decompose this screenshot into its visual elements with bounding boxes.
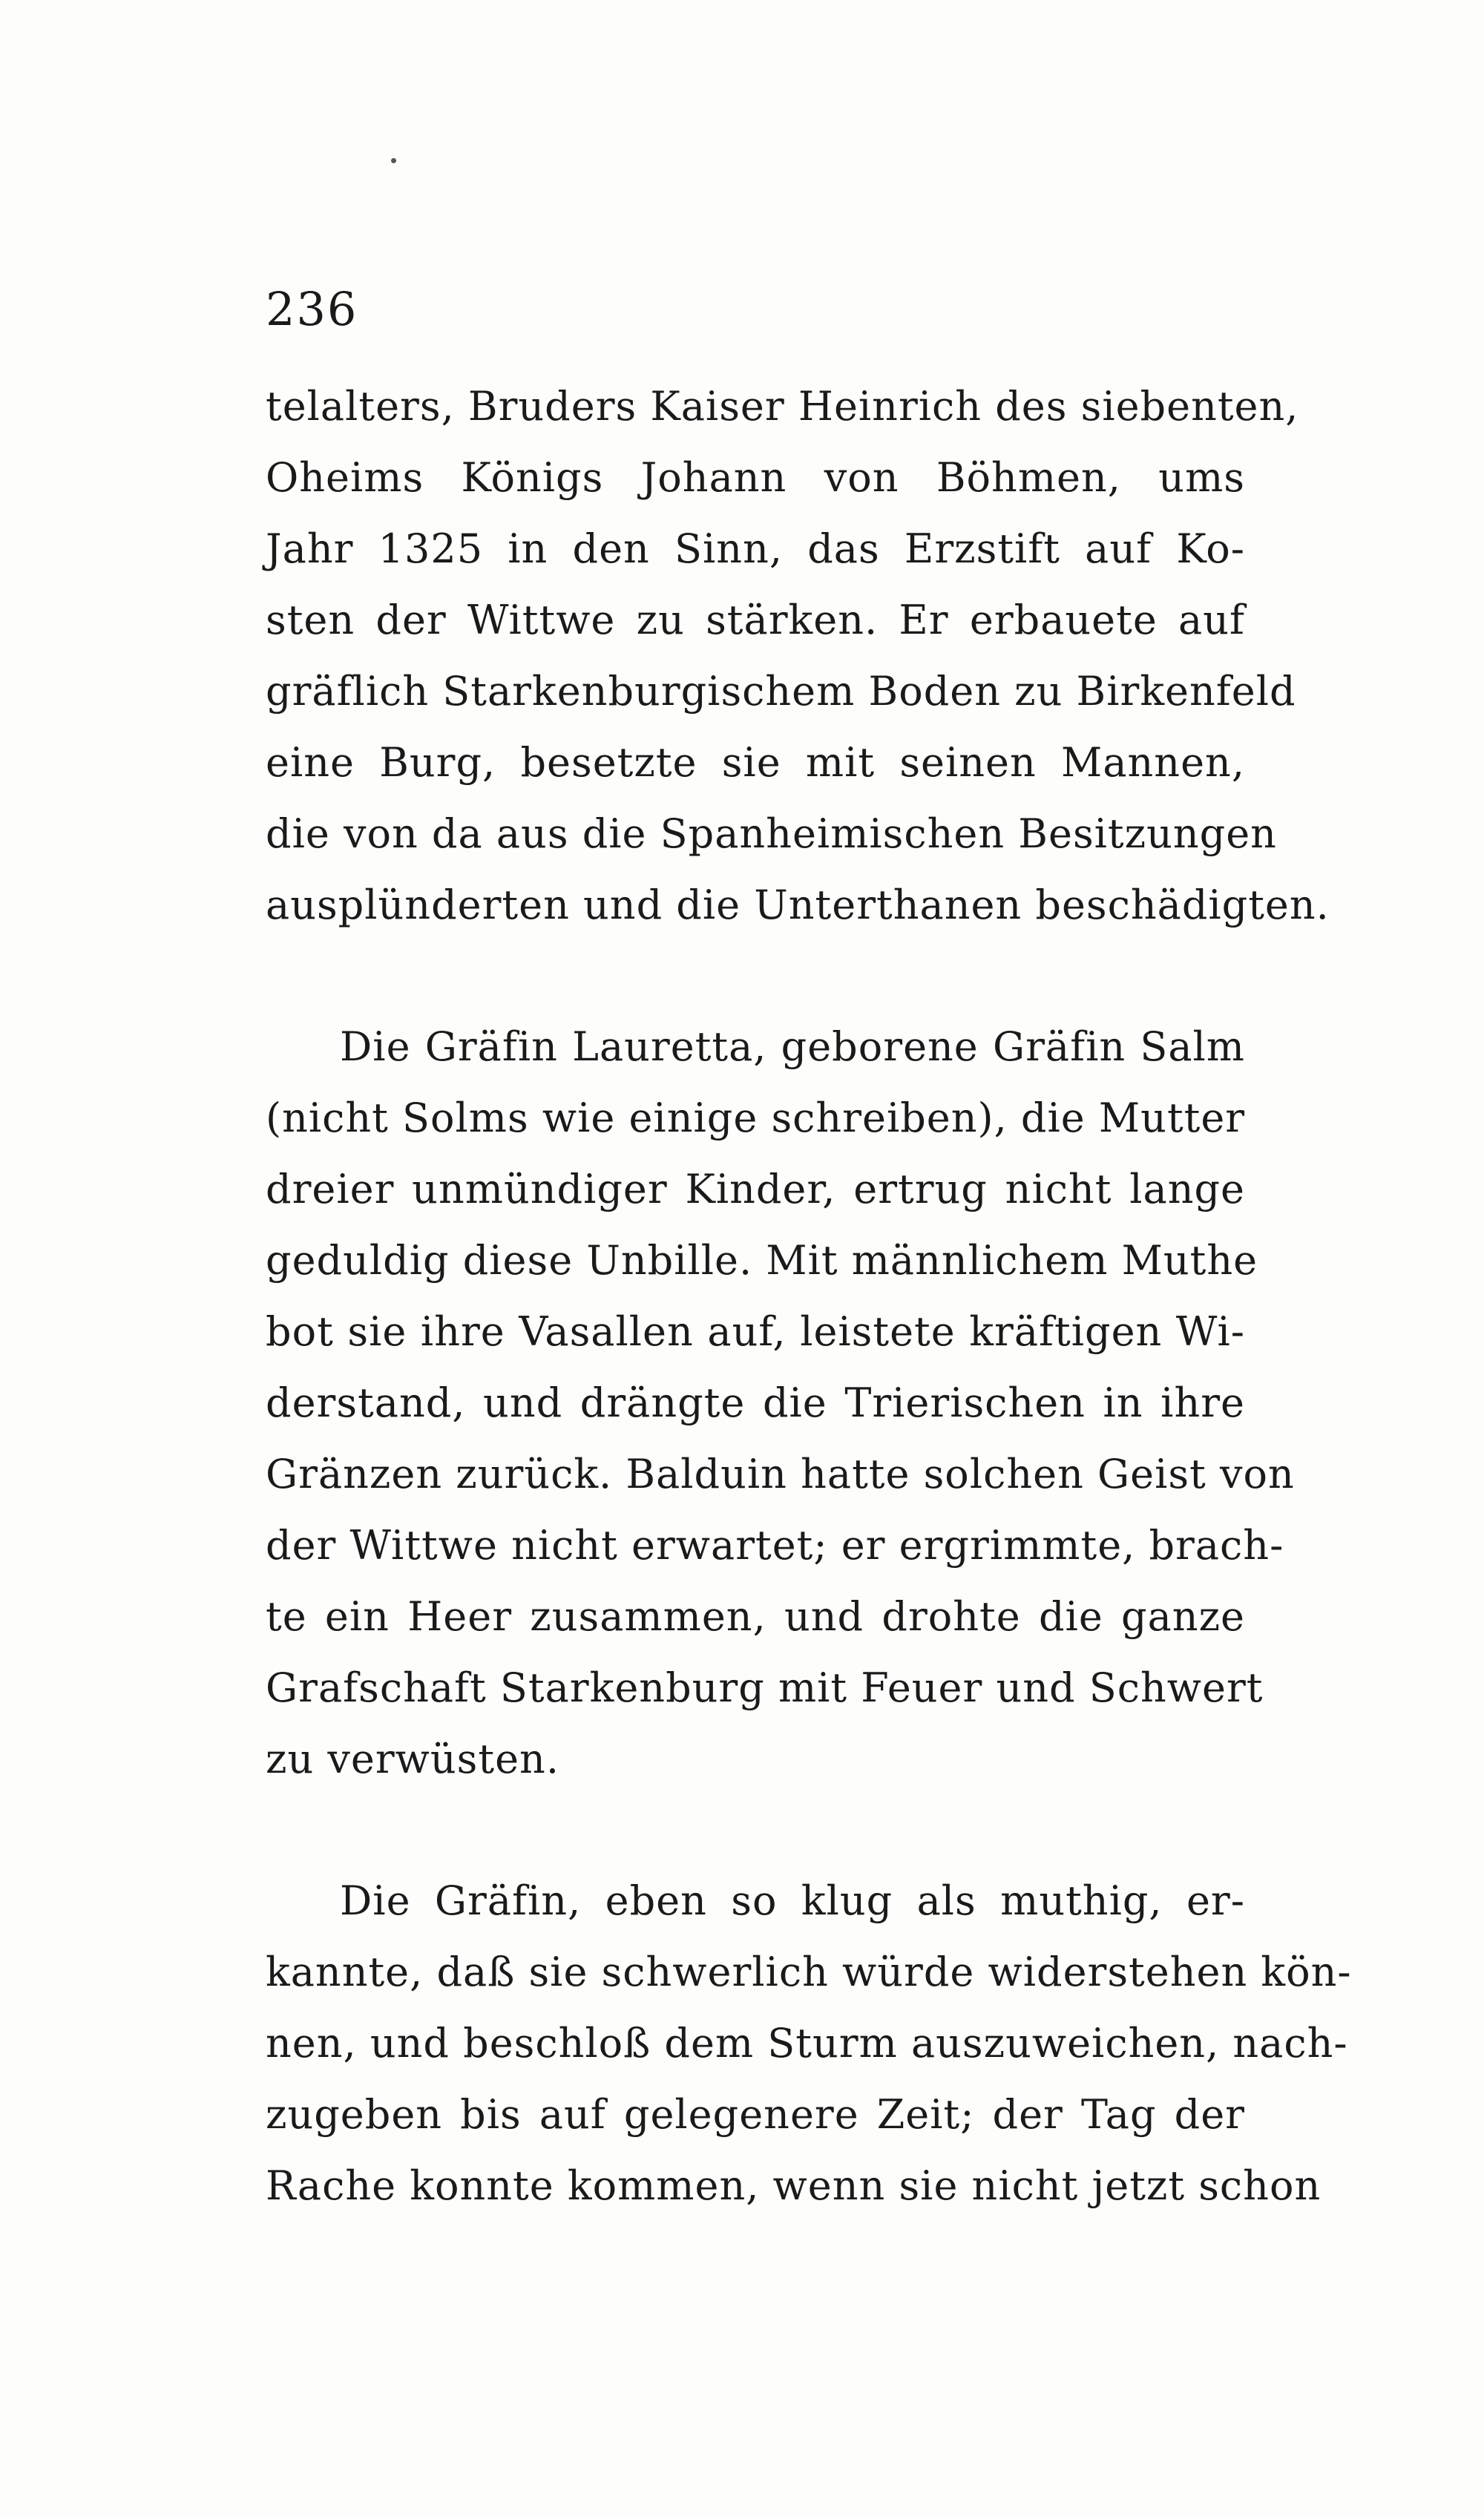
text-line: nen, und beschloß dem Sturm auszuweichen, nach- bbox=[266, 2020, 1348, 2067]
text-line: Die Gräfin Lauretta, geborene Gräfin Salm bbox=[340, 1023, 1245, 1070]
text-line: Oheims Königs Johann von Böhmen, ums bbox=[266, 454, 1245, 501]
text-line: Gränzen zurück. Balduin hatte solchen Geist von bbox=[266, 1451, 1295, 1497]
text-line: telalters, Bruders Kaiser Heinrich des siebenten, bbox=[266, 383, 1299, 430]
text-line: Jahr 1325 in den Sinn, das Erzstift auf Ko- bbox=[266, 525, 1245, 572]
text-line: (nicht Solms wie einige schreiben), die Mutter bbox=[266, 1095, 1246, 1141]
text-line: derstand, und drängte die Trierischen in ihre bbox=[266, 1379, 1245, 1426]
text-line: die von da aus die Spanheimischen Besitzungen bbox=[266, 810, 1277, 857]
text-line: te ein Heer zusammen, und drohte die ganze bbox=[266, 1593, 1245, 1640]
text-line: geduldig diese Unbille. Mit männlichem Muthe bbox=[266, 1237, 1258, 1284]
text-line: kannte, daß sie schwerlich würde widerstehen kön- bbox=[266, 1949, 1352, 1995]
paragraph bbox=[266, 371, 1330, 941]
text-line: dreier unmündiger Kinder, ertrug nicht lange bbox=[266, 1166, 1245, 1212]
ink-speck bbox=[391, 158, 396, 163]
text-line: der Wittwe nicht erwartet; er ergrimmte, brach- bbox=[266, 1522, 1284, 1569]
paragraph bbox=[266, 1011, 1295, 1795]
text-line: zu verwüsten. bbox=[266, 1736, 559, 1782]
text-line: bot sie ihre Vasallen auf, leistete kräftigen Wi- bbox=[266, 1308, 1245, 1355]
text-line: sten der Wittwe zu stärken. Er erbauete auf bbox=[266, 597, 1245, 643]
text-line: Grafschaft Starkenburg mit Feuer und Schwert bbox=[266, 1664, 1264, 1711]
text-line: zugeben bis auf gelegenere Zeit; der Tag der bbox=[266, 2091, 1245, 2138]
text-line: Rache konnte kommen, wenn sie nicht jetzt schon bbox=[266, 2162, 1322, 2209]
text-line: Die Gräfin, eben so klug als muthig, er- bbox=[340, 1877, 1245, 1924]
text-line: eine Burg, besetzte sie mit seinen Mannen, bbox=[266, 739, 1245, 786]
paragraph bbox=[266, 1865, 1352, 2222]
body-text bbox=[266, 371, 1352, 2222]
text-line: gräflich Starkenburgischem Boden zu Birkenfeld bbox=[266, 668, 1296, 715]
page-number: 236 bbox=[266, 282, 358, 336]
text-line: ausplünderten und die Unterthanen beschädigten. bbox=[266, 882, 1330, 928]
